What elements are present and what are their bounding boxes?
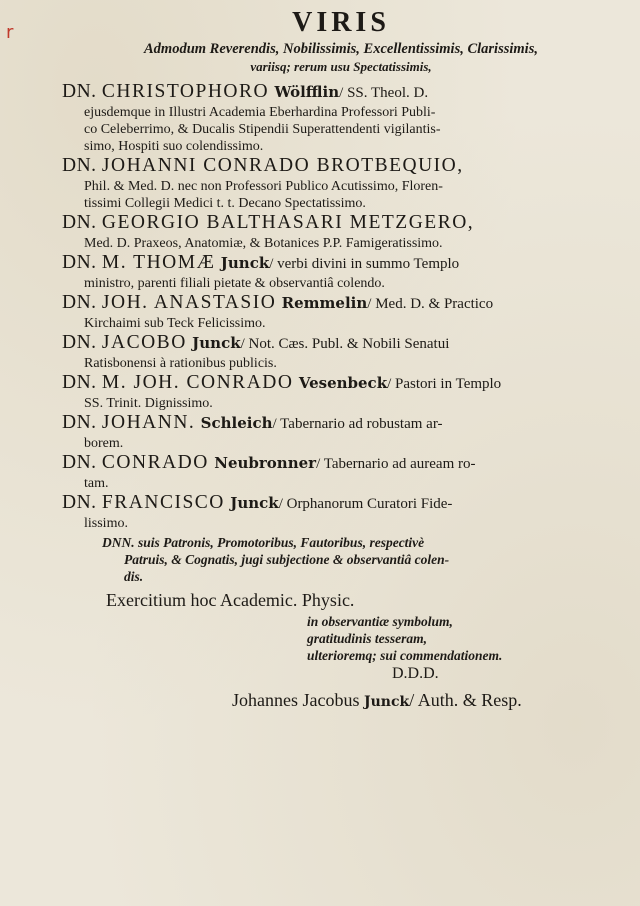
entry-name: M. THOMÆ	[101, 252, 216, 273]
dedicatee-detail-line: Med. D. Praxeos, Anatomiæ, & Botanices P.P. Famigeratissimo.	[84, 236, 443, 251]
closing-line-1: DNN. suis Patronis, Promotoribus, Fautoribus, respectivè	[102, 535, 425, 550]
signature-tail: / Auth. & Resp.	[409, 690, 522, 710]
entry-tail: / Pastori in Templo	[387, 376, 502, 392]
dedicatee-detail-line: Phil. & Med. D. nec non Professori Publico Acutissimo, Floren-	[84, 179, 443, 194]
dedicatee-name-line	[62, 81, 620, 104]
dedicatee-entry	[62, 292, 620, 332]
dedicatee-detail-line: ministro, parenti filiali pietate & observantiâ colendo.	[84, 276, 385, 291]
dedication-line-2: variisq; rerum usu Spectatissimis,	[250, 59, 432, 74]
exercitium-line: Exercitium hoc Academic. Physic.	[106, 590, 355, 610]
entry-prefix: DN.	[62, 81, 97, 102]
entry-tail: / Med. D. & Practico	[367, 296, 494, 312]
dedicatee-entry	[62, 155, 620, 212]
entry-prefix: DN.	[62, 155, 97, 176]
dedicatee-detail-line: co Celeberrimo, & Ducalis Stipendii Superattendenti vigilantis-	[84, 122, 441, 137]
dedicatee-entry	[62, 212, 620, 252]
purpose-line: ulterioremq; sui commendationem.	[307, 648, 503, 663]
entry-name: JACOBO	[101, 332, 187, 353]
entry-surname: Wölfflin	[274, 83, 340, 101]
entry-prefix: DN.	[62, 492, 97, 513]
dedicatee-detail-line: tissimi Collegii Medici t. t. Decano Spectatissimo.	[84, 196, 366, 211]
dedicatee-detail-line: borem.	[84, 436, 124, 451]
entry-prefix: DN.	[62, 372, 97, 393]
dedicatee-name-line	[62, 492, 620, 515]
entry-name: GEORGIO BALTHASARI METZGERO,	[101, 212, 475, 233]
entry-surname: Remmelin	[281, 294, 368, 312]
entry-surname: Junck	[230, 494, 279, 512]
dedicatee-entry	[62, 452, 620, 492]
entry-name: JOHANN.	[101, 412, 196, 433]
dedicatee-detail-line: Kirchaimi sub Teck Felicissimo.	[84, 316, 266, 331]
entry-prefix: DN.	[62, 332, 97, 353]
entry-surname: Junck	[220, 254, 270, 272]
entry-name: JOH. ANASTASIO	[101, 292, 277, 313]
entry-tail: / Orphanorum Curatori Fide-	[278, 496, 453, 512]
entry-surname: Neubronner	[214, 454, 317, 472]
entry-prefix: DN.	[62, 412, 97, 433]
dedicatee-detail-line: tam.	[84, 476, 109, 491]
dedicatee-detail-line: SS. Trinit. Dignissimo.	[84, 396, 213, 411]
entry-surname: Junck	[192, 334, 241, 352]
dedicatee-entry	[62, 372, 620, 412]
entry-surname: Schleich	[200, 414, 273, 432]
dedicatee-list	[62, 81, 620, 532]
dedicatee-name-line	[62, 372, 620, 395]
purpose-line: gratitudinis tesseram,	[307, 631, 428, 646]
dedicatee-name-line	[62, 452, 620, 475]
entry-tail: / SS. Theol. D.	[339, 85, 429, 101]
page-heading: VIRIS	[292, 7, 390, 38]
signature-line	[62, 688, 620, 714]
dedicatee-entry	[62, 492, 620, 532]
closing-line-3: dis.	[124, 569, 144, 584]
entry-prefix: DN.	[62, 452, 97, 473]
signature-surname: Junck	[363, 694, 410, 710]
entry-prefix: DN.	[62, 212, 97, 233]
entry-tail: / Tabernario ad robustam ar-	[272, 416, 443, 432]
dedicatee-detail-line: lissimo.	[84, 516, 128, 531]
closing-block	[62, 534, 620, 585]
entry-name: FRANCISCO	[101, 492, 225, 513]
entry-name: JOHANNI CONRADO BROTBEQUIO,	[101, 155, 464, 176]
dedicatee-name-line	[62, 292, 620, 315]
dedicatee-entry	[62, 81, 620, 155]
dedicatee-detail-line: ejusdemque in Illustri Academia Eberhardina Professori Publi-	[84, 105, 436, 120]
closing-line-2: Patruis, & Cognatis, jugi subjectione & observantiâ colen-	[124, 552, 450, 567]
dedicatee-name-line	[62, 212, 620, 235]
dedicatee-name-line	[62, 412, 620, 435]
dedicatee-name-line	[62, 332, 620, 355]
entry-name: M. JOH. CONRADO	[101, 372, 294, 393]
entry-name: CONRADO	[101, 452, 209, 473]
signature-given-names: Johannes Jacobus	[232, 690, 360, 710]
dedicatee-entry	[62, 332, 620, 372]
entry-surname: Vesenbeck	[298, 374, 388, 392]
dedicatee-name-line	[62, 252, 620, 275]
entry-tail: / Tabernario ad auream ro-	[316, 456, 476, 472]
dedicatee-name-line	[62, 155, 620, 178]
entry-tail: / Not. Cæs. Publ. & Nobili Senatui	[240, 336, 450, 352]
entry-prefix: DN.	[62, 292, 97, 313]
purpose-line: in observantiæ symbolum,	[307, 614, 453, 629]
entry-prefix: DN.	[62, 252, 97, 273]
ddd-line: D.D.D.	[392, 665, 439, 682]
entry-tail: / verbi divini in summo Templo	[269, 256, 460, 272]
dedication-line-1: Admodum Reverendis, Nobilissimis, Excellentissimis, Clarissimis,	[144, 41, 538, 57]
dedicatee-entry	[62, 252, 620, 292]
red-margin-mark: r	[6, 22, 14, 43]
dedicatee-entry	[62, 412, 620, 452]
dedicatee-detail-line: simo, Hospiti suo colendissimo.	[84, 139, 264, 154]
dedicatee-detail-line: Ratisbonensi à rationibus publicis.	[84, 356, 277, 371]
entry-name: CHRISTOPHORO	[101, 81, 270, 102]
dedication-purpose	[62, 613, 620, 664]
